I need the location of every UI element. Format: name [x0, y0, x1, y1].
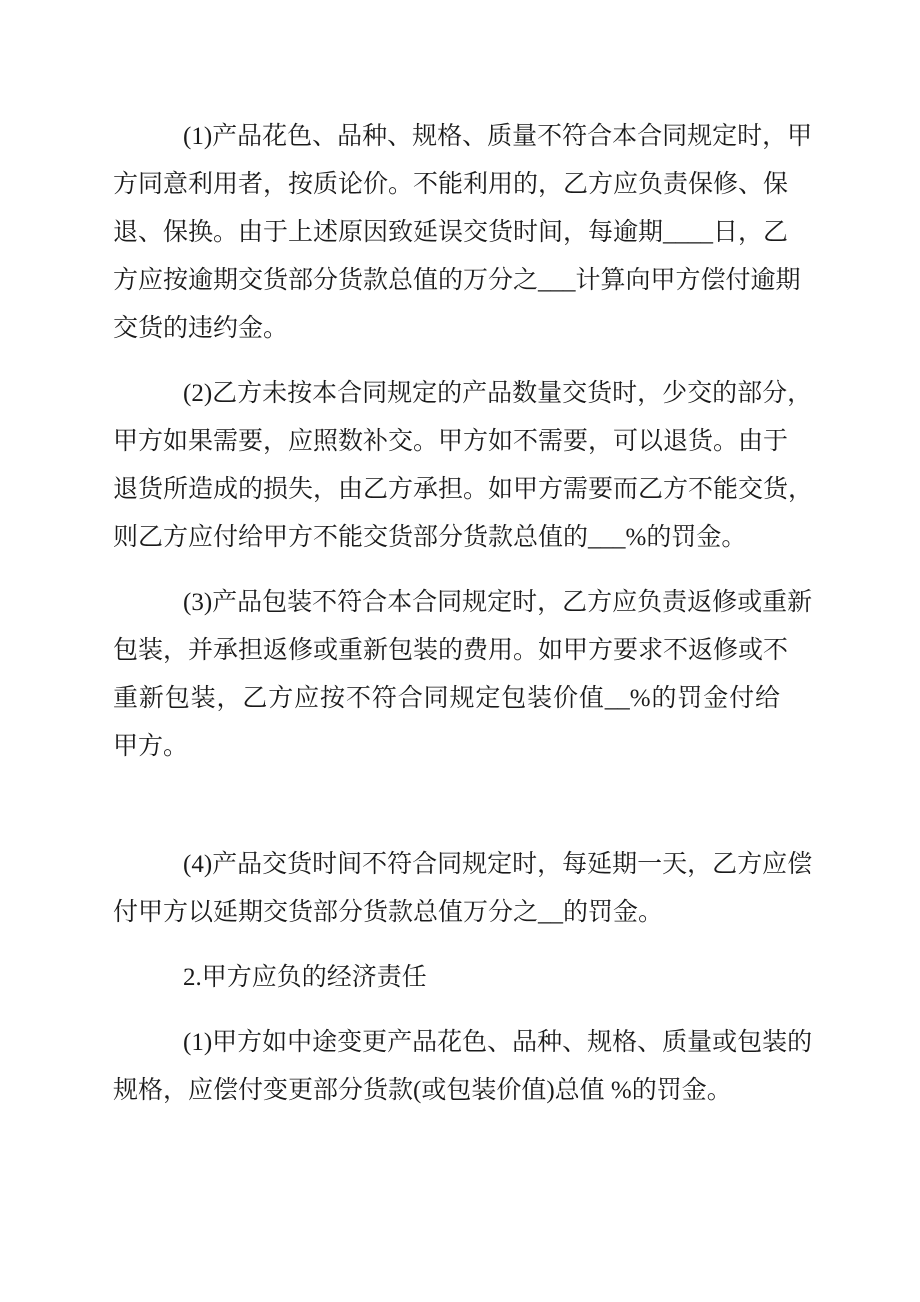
- section-heading-text: 2.甲方应负的经济责任: [183, 964, 427, 991]
- text-line: 方应按逾期交货部分货款总值的万分之___计算向甲方偿付逾期: [113, 267, 801, 294]
- text-line: 包装，并承担返修或重新包装的费用。如甲方要求不返修或不: [113, 637, 789, 664]
- text-line: 方同意利用者，按质论价。不能利用的，乙方应负责保修、保: [113, 171, 789, 198]
- text-line: 规格，应偿付变更部分货款(或包装价值)总值 %的罚金。: [113, 1077, 732, 1104]
- contract-clause-3: [113, 579, 813, 771]
- contract-clause-2: [113, 370, 814, 562]
- text-line: (1)产品花色、品种、规格、质量不符合本合同规定时，甲: [183, 123, 813, 150]
- text-line: (1)甲方如中途变更产品花色、品种、规格、质量或包装的: [183, 1029, 813, 1056]
- text-line: 则乙方应付给甲方不能交货部分货款总值的___%的罚金。: [113, 524, 747, 551]
- contract-clause-5: [113, 1019, 813, 1115]
- text-line: 付甲方以延期交货部分货款总值万分之__的罚金。: [113, 899, 664, 926]
- text-line: 退货所造成的损失，由乙方承担。如甲方需要而乙方不能交货，: [113, 476, 814, 503]
- contract-clause-1: [113, 113, 813, 353]
- contract-text-block: [113, 113, 814, 1115]
- text-line: 重新包装，乙方应按不符合同规定包装价值__%的罚金付给甲方。: [113, 685, 780, 760]
- section-heading: [113, 954, 780, 1002]
- text-line: (3)产品包装不符合本合同规定时，乙方应负责返修或重新: [183, 589, 813, 616]
- text-line: 甲方如果需要，应照数补交。甲方如不需要，可以退货。由于: [113, 428, 789, 455]
- text-line: (2)乙方未按本合同规定的产品数量交货时，少交的部分，: [183, 380, 813, 407]
- text-line: 交货的违约金。: [113, 315, 289, 342]
- text-line: 退、保换。由于上述原因致延误交货时间，每逾期____日，乙: [113, 219, 789, 246]
- contract-clause-4: [113, 841, 813, 937]
- text-line: (4)产品交货时间不符合同规定时，每延期一天，乙方应偿: [183, 851, 813, 878]
